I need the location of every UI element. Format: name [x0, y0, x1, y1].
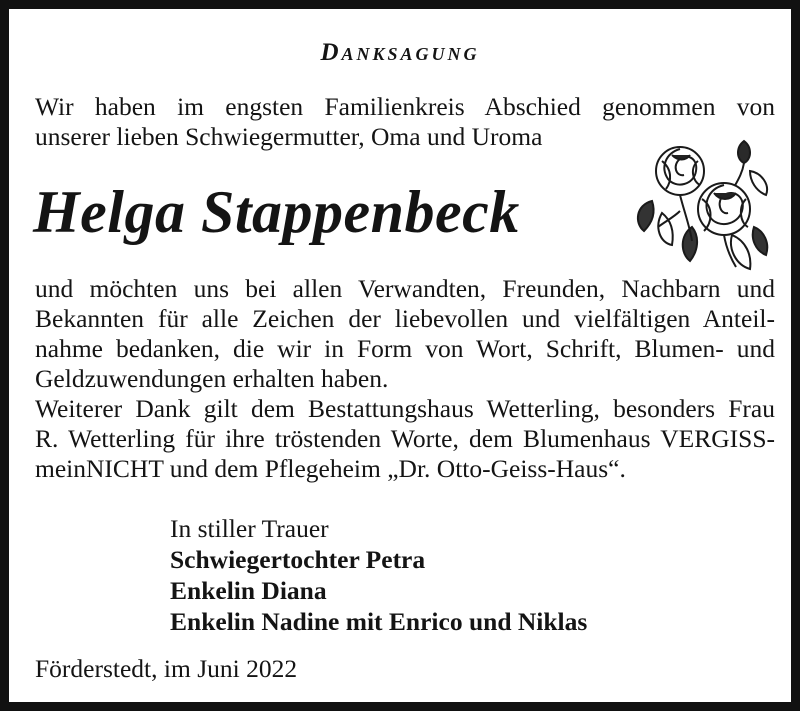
place-date: Förderstedt, im Juni 2022 [35, 654, 298, 683]
thanks-line-1: und möchten uns bei allen Verwandten, Freunden, Nachbarn und [35, 274, 775, 303]
thanks-line-5: Weiterer Dank gilt dem Bestattungshaus Wetterling, besonders Frau [35, 394, 775, 423]
thanks-line-2: Bekannten für alle Zeichen der liebevollen und vielfältigen Anteil- [35, 304, 775, 333]
thanks-line-3: nahme bedanken, die wir in Form von Wort, Schrift, Blumen- und [35, 334, 775, 363]
intro-line-2: unserer lieben Schwiegermutter, Oma und Uroma [35, 122, 543, 151]
heading: Danksagung [320, 39, 480, 66]
thanks-line-4: Geldzuwendungen erhalten haben. [35, 364, 389, 393]
mourner-3: Enkelin Nadine mit Enrico und Niklas [170, 607, 588, 636]
intro-line-1: Wir haben im engsten Familienkreis Abschied genommen von [35, 92, 775, 121]
thanks-line-7: meinNICHT und dem Pflegeheim „Dr. Otto-Geiss-Haus“. [35, 454, 626, 483]
signature-intro: In stiller Trauer [170, 514, 329, 543]
thanks-line-6: R. Wetterling für ihre tröstenden Worte, dem Blumenhaus VERGISS- [35, 424, 775, 453]
mourner-1: Schwiegertochter Petra [170, 545, 426, 574]
mourner-2: Enkelin Diana [170, 576, 327, 605]
deceased-name: Helga Stappenbeck [33, 179, 520, 245]
roses-icon [632, 131, 772, 276]
